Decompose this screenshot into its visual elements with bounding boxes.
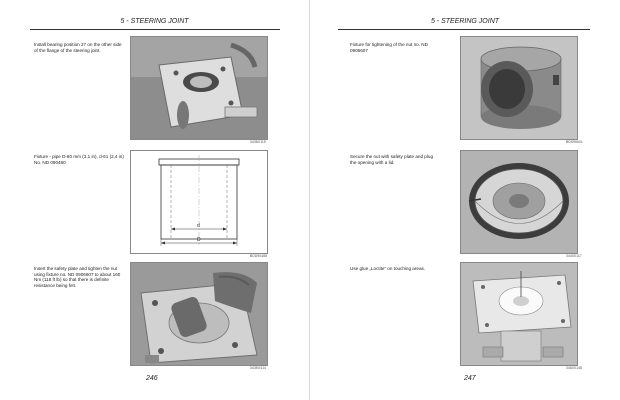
bearing-installation-photo	[130, 36, 268, 140]
figure-code: 3440X117	[566, 254, 582, 258]
fixture-pipe-drawing	[130, 150, 268, 254]
outer-diameter-label: D	[197, 237, 201, 243]
figure-code: BDD90488	[250, 254, 268, 258]
tightening-nut-photo	[130, 262, 268, 366]
left-page-number: 246	[146, 375, 158, 382]
step-text: Use glue „Loctite“ on touching areas.	[350, 266, 426, 271]
step-text: Fixture - pipe D-80 mm (3,1 in), d-61 (2,4 in) No. ND 090480	[34, 154, 124, 165]
figure-code: 3438X115	[250, 140, 266, 144]
right-page-number: 247	[464, 375, 476, 382]
inner-diameter-label: d	[197, 223, 200, 229]
header-rule	[30, 29, 280, 30]
loctite-glue-photo	[460, 262, 578, 366]
left-page-header: 5 - STEERING JOINT	[120, 18, 189, 25]
figure-code: BDS96601	[566, 140, 584, 144]
figure-code: 3460X148	[566, 366, 583, 370]
header-rule	[338, 29, 590, 30]
step-text: Secure the nut with safety plate and plug the opening with a lid.	[350, 154, 433, 165]
right-page-header: 5 - STEERING JOINT	[430, 18, 500, 25]
nut-fixture-photo	[460, 36, 578, 140]
left-page	[0, 0, 309, 400]
figure-code: 3435X414	[250, 366, 267, 370]
safety-plate-photo	[460, 150, 578, 254]
right-page	[310, 0, 620, 400]
step-text: Install bearing position 27 on the other side of the flange of the steering joint.	[34, 42, 122, 53]
step-text: Insert the safety plate and tighten the nut using fixture no. ND 0906607 to about 160 Nm (118 ft lb) so that there is definite resistance being felt.	[34, 266, 121, 288]
step-text: Fixture for tightening of the nut no. ND 0906607	[350, 42, 428, 53]
